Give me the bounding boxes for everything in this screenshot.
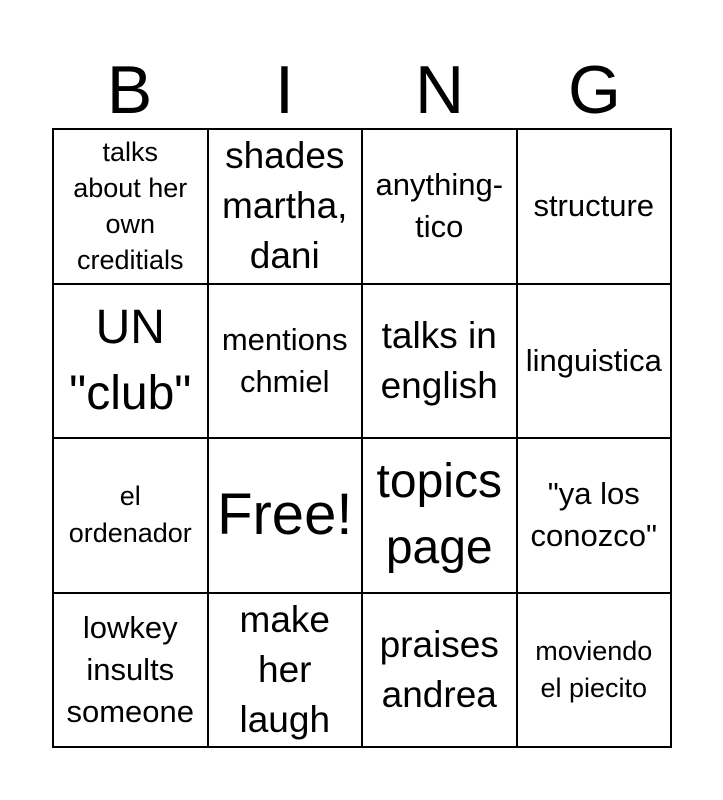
bingo-cell[interactable] (363, 130, 518, 285)
bingo-cell[interactable] (54, 439, 209, 594)
bingo-cell[interactable] (209, 130, 364, 285)
cell-text: make her laugh (239, 598, 331, 740)
bingo-cell[interactable] (363, 285, 518, 440)
cell-text: topics page (376, 455, 502, 575)
header-letter-g: G (568, 52, 621, 128)
cell-text: shades martha, dani (222, 135, 348, 277)
bingo-cell[interactable] (54, 594, 209, 749)
bingo-board (52, 128, 672, 748)
bingo-header (52, 52, 672, 128)
bingo-cell[interactable] (518, 285, 673, 440)
cell-text: talks in english (380, 314, 498, 406)
header-letter-n: N (414, 52, 465, 128)
bingo-cell[interactable] (54, 285, 209, 440)
cell-text: "ya los conozco" (530, 476, 657, 554)
bingo-cell[interactable] (363, 439, 518, 594)
bingo-cell[interactable] (209, 439, 364, 594)
cell-text: lowkey insults someone (66, 609, 195, 729)
bingo-cell[interactable] (54, 130, 209, 285)
cell-text: UN "club" (69, 300, 192, 420)
cell-text: moviendo el piecito (535, 635, 653, 703)
bingo-cell[interactable] (209, 285, 364, 440)
bingo-cell[interactable] (363, 594, 518, 749)
cell-text: anything- tico (375, 167, 504, 245)
header-letter-i: I (275, 52, 294, 128)
cell-text: linguistica (525, 342, 662, 378)
free-space: Free! (217, 482, 353, 548)
cell-text: el ordenador (68, 481, 192, 549)
bingo-cell[interactable] (518, 594, 673, 749)
header-letter-b: B (106, 52, 153, 128)
cell-text: structure (533, 188, 655, 224)
bingo-cell[interactable] (518, 439, 673, 594)
cell-text: talks about her own creditials (73, 137, 188, 276)
bingo-cell[interactable] (518, 130, 673, 285)
bingo-cell[interactable] (209, 594, 364, 749)
cell-text: mentions chmiel (221, 321, 348, 399)
cell-text: praises andrea (379, 623, 499, 715)
